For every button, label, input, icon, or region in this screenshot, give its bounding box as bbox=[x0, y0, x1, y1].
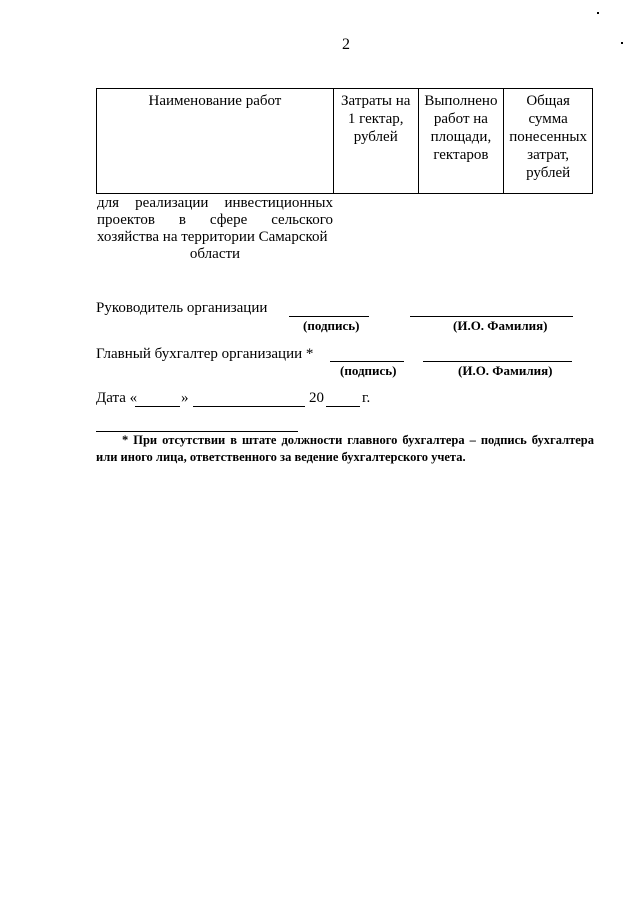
accountant-name-caption: (И.О. Фамилия) bbox=[458, 363, 553, 378]
year-prefix: 20 bbox=[309, 390, 324, 406]
accountant-label: Главный бухгалтер организации * bbox=[96, 346, 314, 362]
accountant-signature-line bbox=[330, 361, 404, 362]
head-name-caption: (И.О. Фамилия) bbox=[453, 318, 548, 333]
scan-speck bbox=[621, 42, 623, 44]
header-cost-per-hectare: Затраты на 1 гектар, рублей bbox=[333, 89, 418, 194]
header-work-name: Наименование работ bbox=[97, 89, 334, 194]
header-total-costs: Общая сумма понесенных затрат, рублей bbox=[504, 89, 593, 194]
works-table bbox=[96, 88, 593, 194]
head-sign-caption: (подпись) bbox=[303, 318, 360, 333]
body-text-line: хозяйства на территории Самарской bbox=[97, 229, 328, 245]
date-day-line bbox=[135, 406, 180, 407]
body-text bbox=[97, 195, 333, 263]
footnote: * При отсутствии в штате должности главного бухгалтера – подпись бухгалтера или иного лица, ответственного за ведение бухгалтерского учета. bbox=[96, 433, 594, 464]
table-header-row bbox=[97, 89, 593, 194]
header-area-done: Выполнено работ на площади, гектаров bbox=[418, 89, 504, 194]
date-close-quote: » bbox=[181, 390, 189, 406]
accountant-name-line bbox=[423, 361, 572, 362]
year-suffix: г. bbox=[362, 390, 371, 406]
date-label: Дата « bbox=[96, 390, 138, 406]
body-text-line: области bbox=[189, 246, 241, 262]
date-month-line bbox=[193, 406, 305, 407]
head-label: Руководитель организации bbox=[96, 300, 268, 316]
date-year-line bbox=[326, 406, 360, 407]
body-text-line: для реализации инвестиционных bbox=[97, 195, 333, 211]
head-signature-line bbox=[289, 316, 369, 317]
accountant-sign-caption: (подпись) bbox=[340, 363, 397, 378]
head-name-line bbox=[410, 316, 573, 317]
body-text-line: проектов в сфере сельского bbox=[97, 212, 333, 228]
page-number: 2 bbox=[342, 36, 350, 53]
scan-speck bbox=[597, 12, 599, 14]
